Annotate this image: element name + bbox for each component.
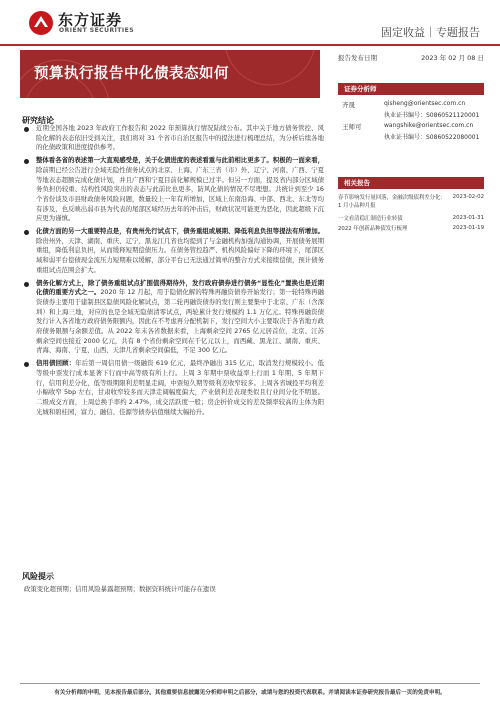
report-title: 预算执行报告中化债表态如何: [34, 66, 229, 82]
bullet-text: 近期全国各地 2023 年政府工作报告和 2022 年预算执行情况陆续公布。其中关于地方债务管控、风险化解的表态依旧受到关注，我们将对 31 个省市自治区报告中的提法进行梳理总结，为分析后续各地的化债政策和进度提供参考。: [36, 124, 324, 152]
related-report-date: 2023-02-02: [452, 194, 484, 200]
bullet-item: [24, 156, 324, 224]
research-conclusions-title: 研究结论: [22, 116, 54, 125]
analyst-name: 齐晟: [342, 101, 355, 109]
footer-disclaimer: 有关分析师的申明，见本报告最后部分。其他重要信息披露见分析师申明之后部分，或请与您的投资代表联系。并请阅读本证券研究报告最后一页的免责申明。: [54, 690, 446, 696]
analyst-email[interactable]: qisheng@orientsec.com.cn: [384, 100, 466, 107]
footer-divider: [20, 683, 480, 684]
research-bullets: [24, 124, 324, 420]
related-report-title[interactable]: 春节影响发行量回落，金融次级债利差分化：1 月小品种月报: [338, 195, 446, 209]
related-report-title[interactable]: 2022 年创新品种债发行梳理: [338, 226, 408, 232]
bullet-item: [24, 124, 324, 153]
brand-name-en: ORIENT SECURITIES: [59, 27, 135, 34]
analyst-email[interactable]: wangshike@orientsec.com.cn: [384, 122, 474, 129]
header-divider: [0, 44, 500, 46]
bullet-dot-icon: [24, 362, 29, 367]
orient-logo-icon: [28, 10, 54, 36]
bullet-text: 年后第一周信用债一级融资 619 亿元，最终净融出 315 亿元，取消发行规模较小。低等级中票发行成本显著下行而中高等级有所上行。上周 3 年期中票收益率上行而 1 年期、5 年期下行，信用利差分化，低等级期限利差明显走阔，中票短久期等级利差收窄较多。上周各省城投平均利差小幅收窄 5bp 左右，甘肃收窄较多而天津走阔幅度偏大，产业债利差表现类似且行业间分化不明显。二级成交方面，上周总换手率约 2.47%，成交活跃度一般；房企折价成交的差及频率较高的主体为阳光城和碧桂园，富力、融信、佳源等债券估值继续大幅抬升。: [36, 359, 324, 416]
bullet-bold: 债务化解方式上，除了债务重组试点扩围值得期待外，发行政府债券进行债务“显性化”置换也是近期化债的重要方式之一。: [36, 278, 324, 297]
brand-name-cn: 东方证券: [58, 11, 123, 29]
bullet-text: 2020 年 12 月起，用于隐债化解的特殊再融资债券开始发行；第一轮特殊再融资债券主要用于建制县区隐债风险化解试点，第二轮再融资债券的发行则主要集中于北京、广东（含深圳）和上海三地，对应的也是全域无隐债清零试点，两轮累计发行规模约 1.1 万亿元。特殊再融资债发行计入各省地方政府债务限额内，因此在不考虑再分配机制下，发行空间大小主要取决于各省地方政府债务限额与余额差值。从 2022 年末各省数据来看，上海剩余空间 2765 亿元居首位，北京、江苏剩余空间也接近 2000 亿元，共有 8 个省份剩余空间在千亿元以上，而西藏、黑龙江、湖南、重庆、青海、海南、宁夏、山西、天津几省剩余空间偏低，不足 300 亿元。: [36, 288, 324, 355]
bullet-item: [24, 279, 324, 357]
bullet-dot-icon: [24, 159, 29, 164]
bullet-text: 除前期已经公告进行全域无隐性债务试点的北京、上海、广东三省（市）外，辽宁、河南、广西、宁夏等地表态超额完成化债计划，并且广西和宁夏目前化解规模已过半。但另一方面，提及省内部分区域债务负担仍较重、结构性风险突出的表态与此前比也更多，防风化债的情况不尽理想。共统计到至少 16 个省份谈及市县财政债务风险问题，数量较上一年有所增加，区域上东南沿海、中部、西北、东北等均有涉及，也反映出弱市县为代表的尾部区域经历去年的冲击后，财政状况可能更为恶化，因此超级下沉应更为谨慎。: [36, 165, 324, 223]
bullet-bold: 整体看各省的表述第一大直观感受是，关于化债进度的表述看重与此前相比更多了。积极的一面来看，: [36, 156, 324, 165]
bullet-bold: 化债方面的另一大重要特点是，有贵州先行试点下，债务重组或展期、降低利息负担等提法有所增加。: [36, 227, 324, 236]
report-date-value: 2023 年 02 月 08 日: [421, 54, 484, 62]
report-date-label: 报告发布日期: [338, 54, 377, 62]
risk-text: 政策变化超预期；信用风险暴露超预期；数据资料统计可能存在遗误: [24, 585, 216, 593]
report-category: 固定收益｜专题报告: [381, 26, 480, 39]
bullet-dot-icon: [24, 282, 29, 287]
related-report-title[interactable]: 一文看清稳汇制造行业转债: [338, 216, 403, 222]
bullet-dot-icon: [24, 127, 29, 132]
bullet-bold: 信用债回顾：: [36, 359, 76, 368]
related-report-date: 2023-01-31: [452, 215, 484, 221]
bullet-item: [24, 359, 324, 417]
related-section-title: 相关报告: [338, 177, 484, 189]
analyst-license: 执业证书编号：S0860521120001: [384, 112, 480, 119]
analysts-section-title: 证券分析师: [338, 83, 484, 95]
analyst-license: 执业证书编号：S0860522080001: [384, 134, 480, 141]
related-report-row[interactable]: [338, 194, 484, 212]
analyst-name: 王师可: [342, 123, 362, 131]
bullet-item: [24, 227, 324, 276]
related-report-date: 2023-01-19: [452, 225, 484, 231]
risk-title: 风险提示: [22, 572, 54, 581]
bullet-text: 除贵州外，天津、湖南、重庆、辽宁、黑龙江几省也均提到了与金融机构加强沟通协调，开展债务展期重组，降低利息负担，从而缓释短期偿债压力。在债务管控趋严、机构风险偏好下降的环境下，尾部区域和弱平台偿债现金流压力短期难以缓解，部分平台已无法通过简单的整合方式来接续偿债，预计债务重组试点范围会扩大。: [36, 236, 324, 274]
bullet-dot-icon: [24, 230, 29, 235]
